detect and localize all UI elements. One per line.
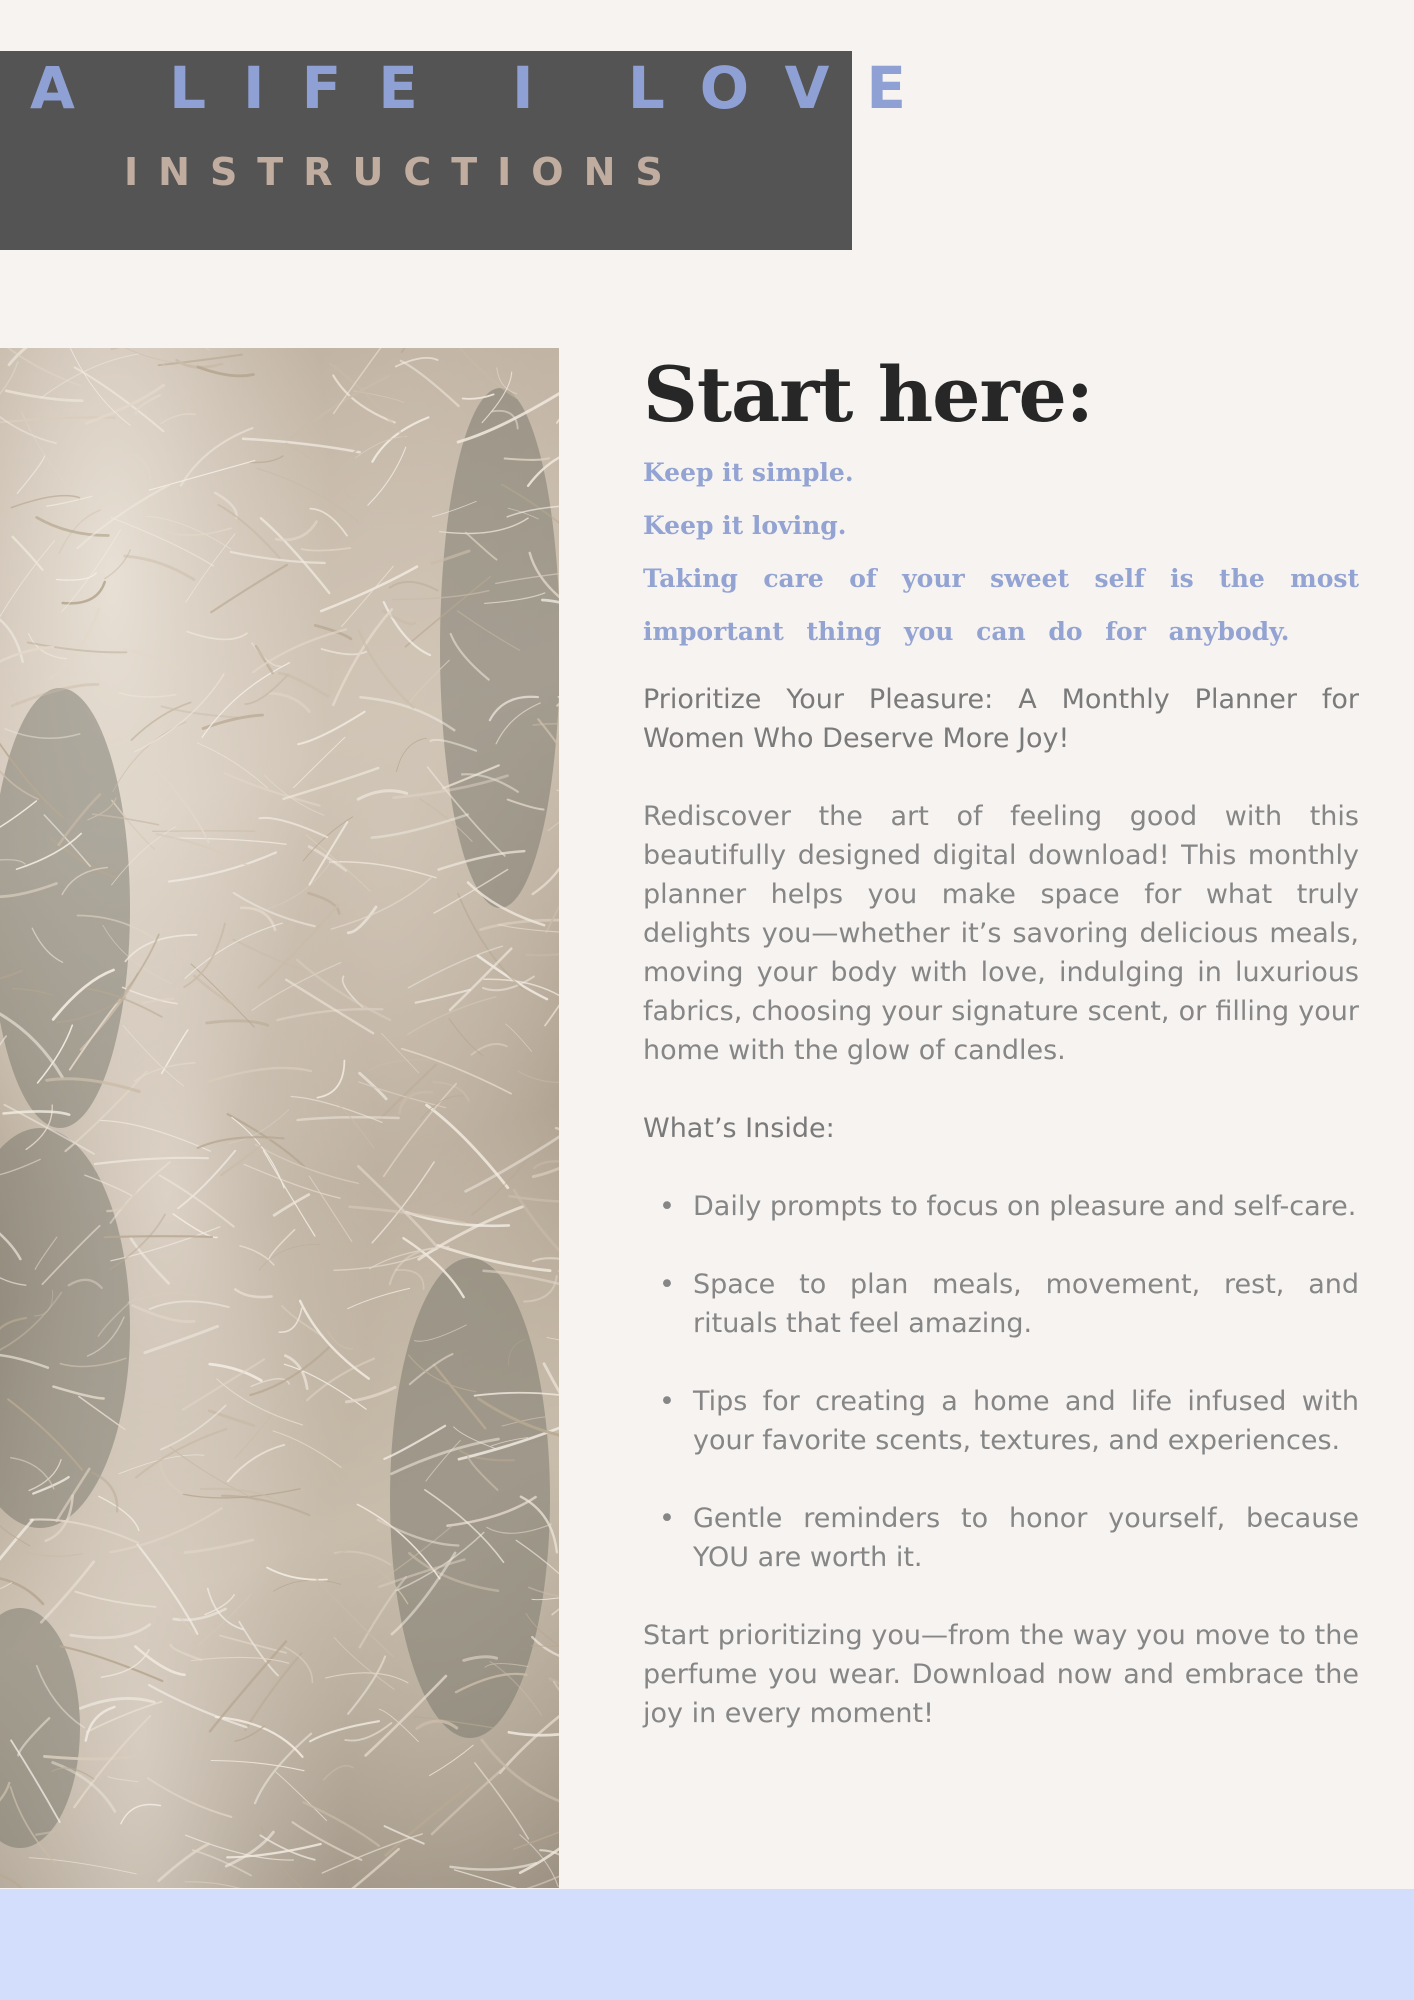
brand-subtitle: INSTRUCTIONS [124, 150, 683, 194]
intro-paragraph: Prioritize Your Pleasure: A Monthly Planner for Women Who Deserve More Joy! [643, 684, 1359, 754]
affirmation-1: Keep it simple. [643, 458, 854, 487]
brand-title: A LIFE I LOVE [30, 54, 943, 122]
feature-text: Gentle reminders to honor yourself, because YOU are worth it. [693, 1503, 1359, 1573]
feature-text: Space to plan meals, movement, rest, and rituals that feel amazing. [693, 1269, 1359, 1339]
inside-heading: What’s Inside: [643, 1113, 835, 1144]
feature-text: Daily prompts to focus on pleasure and self-care. [693, 1191, 1357, 1222]
pampas-grass-photo [0, 348, 559, 1888]
closing-paragraph: Start prioritizing you—from the way you move to the perfume you wear. Download now and embrace the joy in every moment! [643, 1620, 1359, 1729]
pampas-grass-strands [0, 348, 559, 1888]
list-item [643, 1499, 1359, 1577]
affirmation-3: Taking care of your sweet self is the most important thing you can do for anybody. [643, 564, 1359, 646]
bullet-icon: • [659, 1386, 675, 1417]
bullet-icon: • [659, 1269, 675, 1300]
bullet-icon: • [659, 1191, 675, 1222]
list-item [643, 1187, 1359, 1226]
affirmation-2: Keep it loving. [643, 511, 847, 540]
description-paragraph: Rediscover the art of feeling good with this beautifully designed digital download! This monthly planner helps you make space for what truly delights you—whether it’s savoring delicious meals, moving your body with love, indulging in luxurious fabrics, choosing your signature scent, or filling your home with the glow of candles. [643, 801, 1359, 1066]
feature-text: Tips for creating a home and life infused with your favorite scents, textures, and experiences. [693, 1386, 1359, 1456]
page-heading: Start here: [643, 350, 1093, 439]
list-item [643, 1265, 1359, 1343]
content-column [643, 350, 1359, 1733]
list-item [643, 1382, 1359, 1460]
feature-list [643, 1187, 1359, 1577]
bullet-icon: • [659, 1503, 675, 1534]
footer-band [0, 1889, 1414, 2000]
